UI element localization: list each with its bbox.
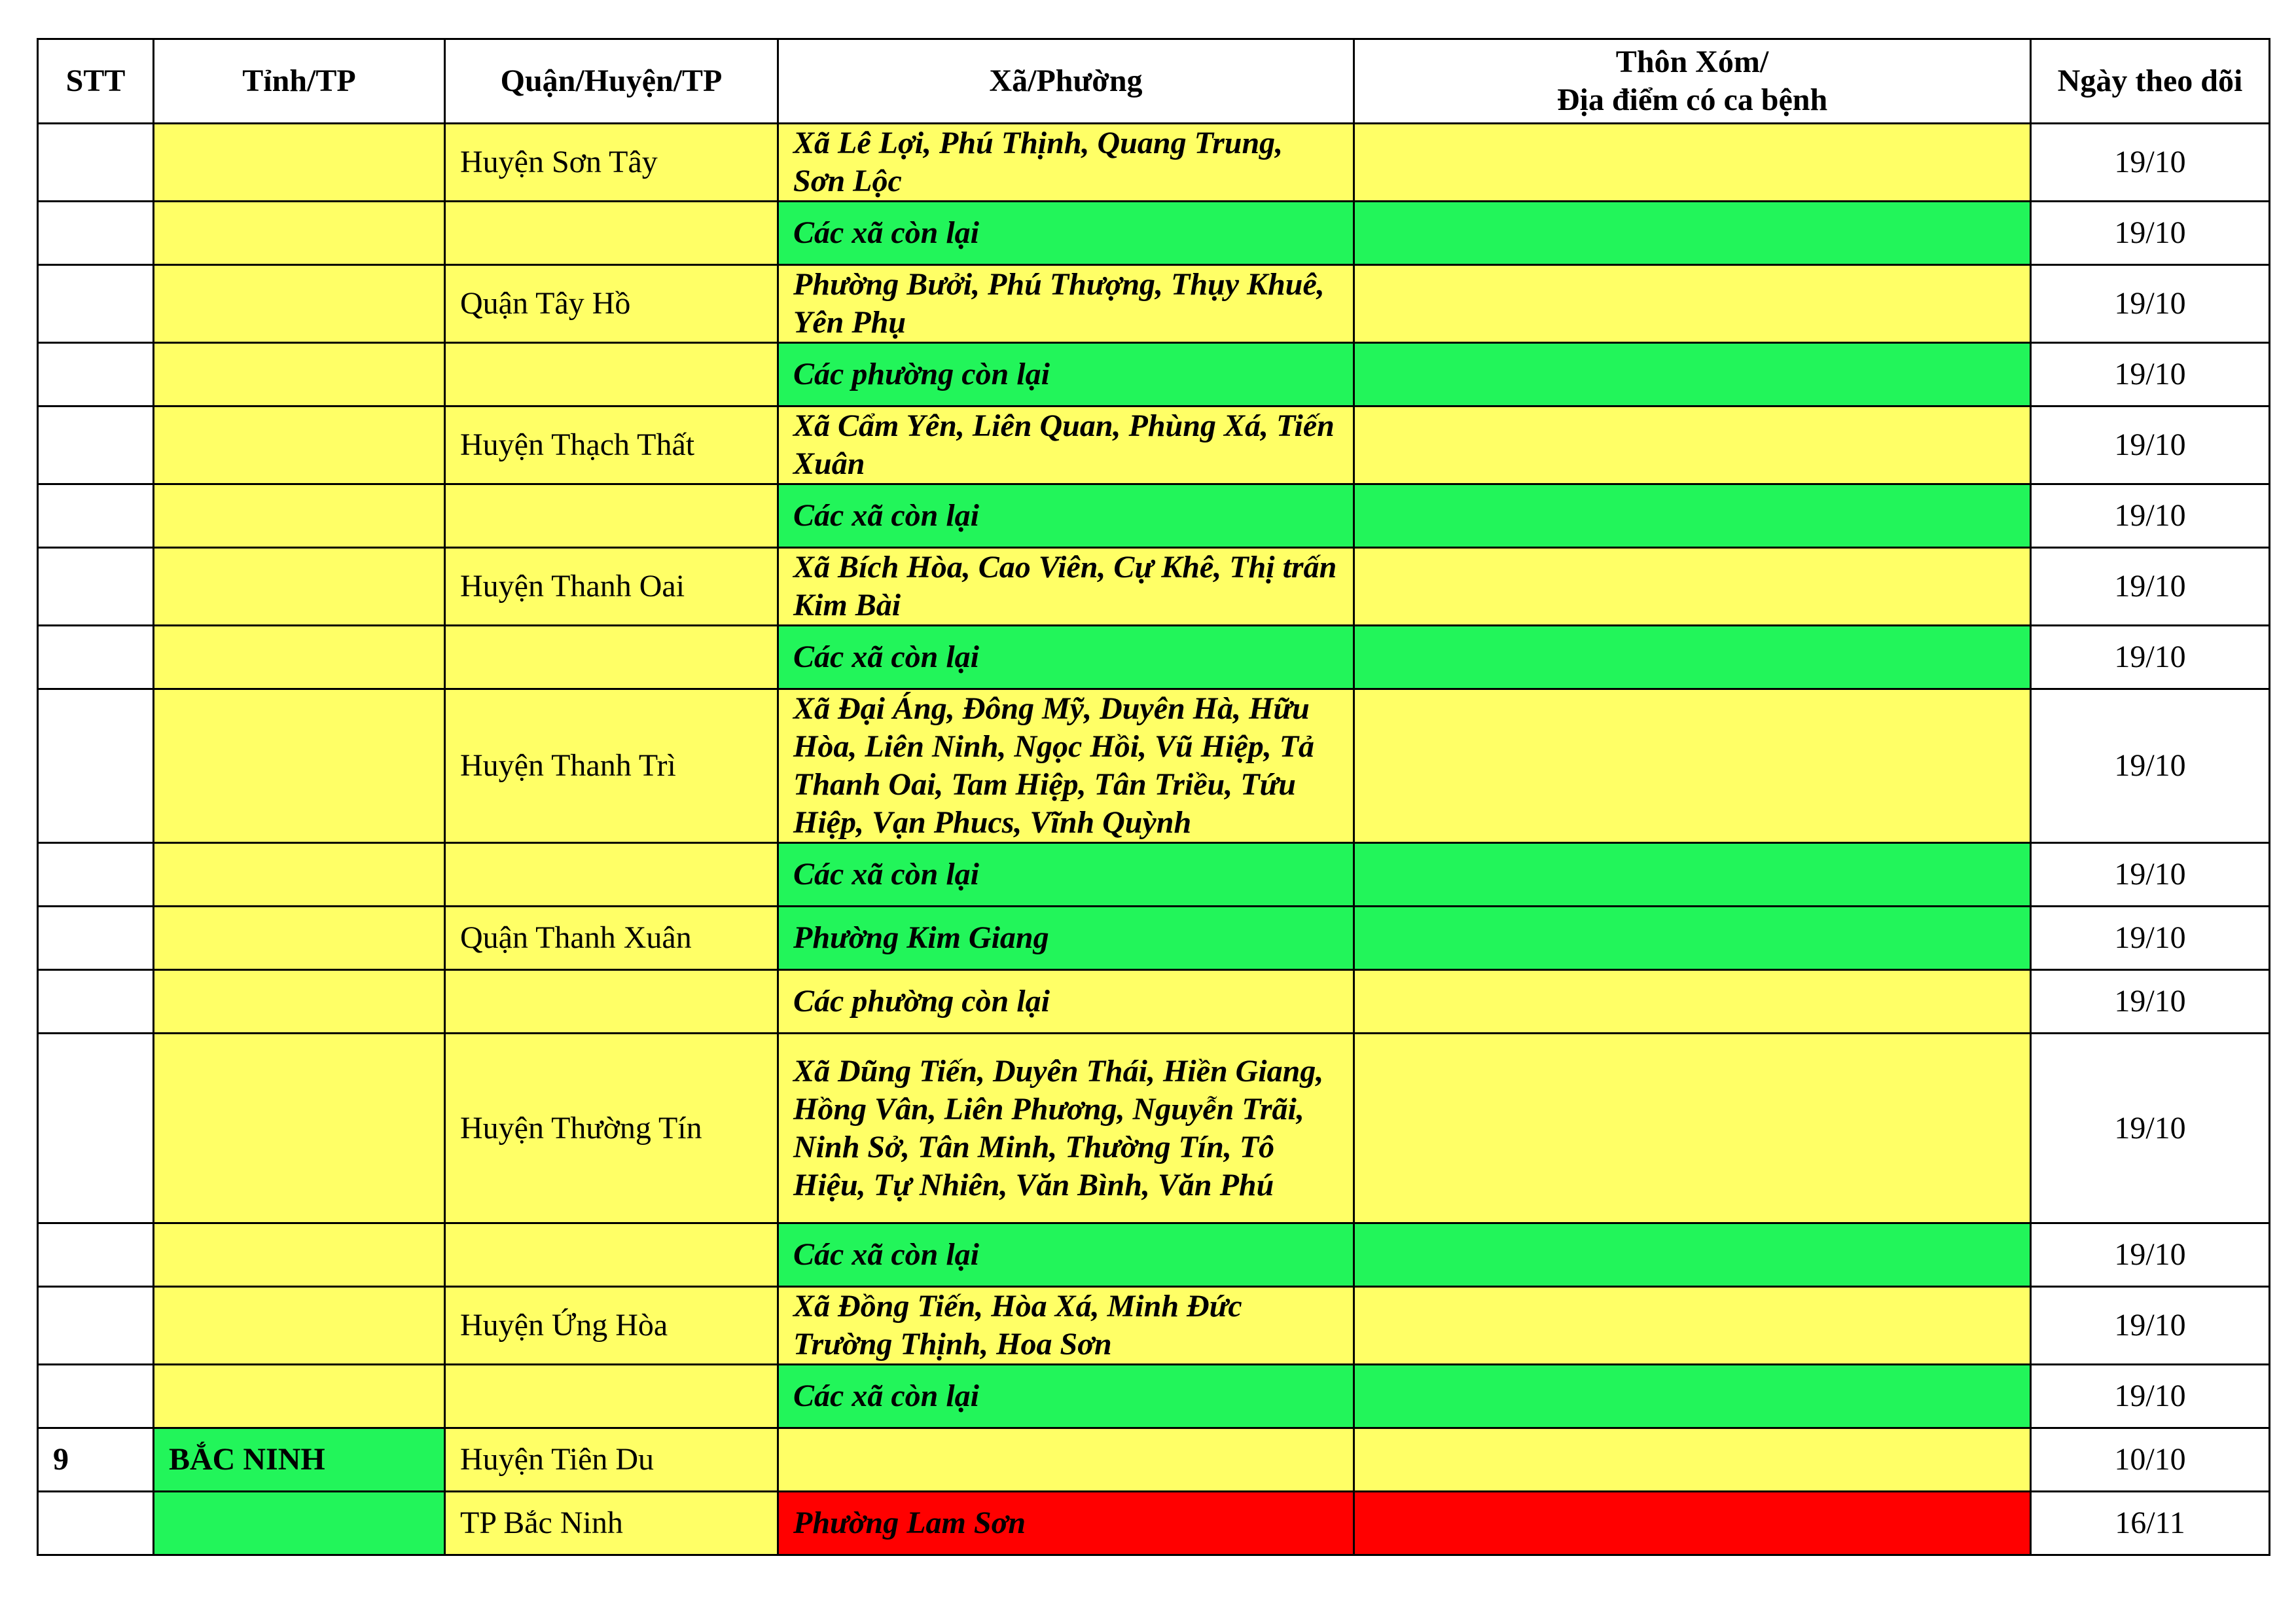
date-cell: 19/10 — [2031, 1365, 2270, 1428]
district-cell: Huyện Thanh Trì — [445, 689, 778, 843]
table-body — [38, 124, 2270, 1555]
district-cell: Huyện Tiên Du — [445, 1428, 778, 1492]
district-cell: TP Bắc Ninh — [445, 1492, 778, 1555]
table-row — [38, 484, 2270, 548]
province-cell — [154, 202, 445, 265]
table-row — [38, 843, 2270, 907]
table-row — [38, 1365, 2270, 1428]
district-cell — [445, 970, 778, 1034]
location-cell — [1354, 626, 2031, 689]
province-cell: BẮC NINH — [154, 1428, 445, 1492]
header-date: Ngày theo dõi — [2031, 39, 2270, 124]
stt-cell — [38, 265, 154, 343]
district-cell: Huyện Ứng Hòa — [445, 1287, 778, 1365]
ward-cell: Phường Bưởi, Phú Thượng, Thụy Khuê, Yên Phụ — [778, 265, 1354, 343]
table-row — [38, 1287, 2270, 1365]
date-cell: 19/10 — [2031, 265, 2270, 343]
location-cell — [1354, 548, 2031, 626]
stt-cell — [38, 343, 154, 406]
ward-cell: Xã Lê Lợi, Phú Thịnh, Quang Trung, Sơn Lộc — [778, 124, 1354, 202]
district-cell — [445, 202, 778, 265]
location-cell — [1354, 343, 2031, 406]
date-cell: 19/10 — [2031, 484, 2270, 548]
district-cell — [445, 843, 778, 907]
table-row — [38, 1034, 2270, 1223]
province-cell — [154, 626, 445, 689]
ward-cell: Xã Cẩm Yên, Liên Quan, Phùng Xá, Tiến Xuân — [778, 406, 1354, 484]
ward-cell: Xã Dũng Tiến, Duyên Thái, Hiền Giang, Hồng Vân, Liên Phương, Nguyễn Trãi, Ninh Sở, Tân Minh, Thường Tín, Tô Hiệu, Tự Nhiên, Văn Bình, Văn Phú — [778, 1034, 1354, 1223]
location-cell — [1354, 1223, 2031, 1287]
header-location — [1354, 39, 2031, 124]
ward-cell: Các xã còn lại — [778, 843, 1354, 907]
header-stt: STT — [38, 39, 154, 124]
ward-cell: Các xã còn lại — [778, 1365, 1354, 1428]
table-row — [38, 907, 2270, 970]
date-cell: 19/10 — [2031, 406, 2270, 484]
district-cell: Huyện Thạch Thất — [445, 406, 778, 484]
location-cell — [1354, 484, 2031, 548]
province-cell — [154, 265, 445, 343]
ward-cell: Các xã còn lại — [778, 202, 1354, 265]
district-cell — [445, 484, 778, 548]
table-row — [38, 548, 2270, 626]
location-cell — [1354, 202, 2031, 265]
stt-cell: 9 — [38, 1428, 154, 1492]
ward-cell — [778, 1428, 1354, 1492]
district-cell: Huyện Sơn Tây — [445, 124, 778, 202]
table-row — [38, 343, 2270, 406]
province-cell — [154, 1034, 445, 1223]
date-cell: 19/10 — [2031, 1287, 2270, 1365]
table-row — [38, 1492, 2270, 1555]
stt-cell — [38, 406, 154, 484]
district-cell — [445, 343, 778, 406]
ward-cell: Các phường còn lại — [778, 343, 1354, 406]
location-cell — [1354, 1365, 2031, 1428]
district-cell — [445, 1223, 778, 1287]
province-cell — [154, 406, 445, 484]
ward-cell: Xã Bích Hòa, Cao Viên, Cự Khê, Thị trấn Kim Bài — [778, 548, 1354, 626]
date-cell: 19/10 — [2031, 202, 2270, 265]
stt-cell — [38, 202, 154, 265]
date-cell: 19/10 — [2031, 689, 2270, 843]
province-cell — [154, 970, 445, 1034]
location-cell — [1354, 1428, 2031, 1492]
date-cell: 19/10 — [2031, 626, 2270, 689]
date-cell: 19/10 — [2031, 1034, 2270, 1223]
ward-cell: Các phường còn lại — [778, 970, 1354, 1034]
date-cell: 19/10 — [2031, 907, 2270, 970]
stt-cell — [38, 1287, 154, 1365]
stt-cell — [38, 689, 154, 843]
stt-cell — [38, 1365, 154, 1428]
province-cell — [154, 124, 445, 202]
district-cell: Quận Thanh Xuân — [445, 907, 778, 970]
table-row — [38, 689, 2270, 843]
location-cell — [1354, 843, 2031, 907]
stt-cell — [38, 626, 154, 689]
province-cell — [154, 484, 445, 548]
date-cell: 19/10 — [2031, 124, 2270, 202]
date-cell: 10/10 — [2031, 1428, 2270, 1492]
stt-cell — [38, 548, 154, 626]
location-cell — [1354, 970, 2031, 1034]
table-row — [38, 202, 2270, 265]
stt-cell — [38, 1492, 154, 1555]
stt-cell — [38, 124, 154, 202]
header-province: Tỉnh/TP — [154, 39, 445, 124]
header-district: Quận/Huyện/TP — [445, 39, 778, 124]
date-cell: 19/10 — [2031, 843, 2270, 907]
table-row — [38, 265, 2270, 343]
province-cell — [154, 843, 445, 907]
table-row — [38, 626, 2270, 689]
ward-cell: Phường Kim Giang — [778, 907, 1354, 970]
ward-cell: Các xã còn lại — [778, 1223, 1354, 1287]
location-cell — [1354, 1287, 2031, 1365]
location-cell — [1354, 1034, 2031, 1223]
location-cell — [1354, 689, 2031, 843]
stt-cell — [38, 484, 154, 548]
ward-cell: Các xã còn lại — [778, 626, 1354, 689]
district-cell — [445, 626, 778, 689]
province-cell — [154, 1492, 445, 1555]
stt-cell — [38, 970, 154, 1034]
district-cell — [445, 1365, 778, 1428]
stt-cell — [38, 1223, 154, 1287]
date-cell: 19/10 — [2031, 548, 2270, 626]
district-cell: Huyện Thường Tín — [445, 1034, 778, 1223]
ward-cell: Xã Đồng Tiến, Hòa Xá, Minh Đức Trường Thịnh, Hoa Sơn — [778, 1287, 1354, 1365]
table-row — [38, 406, 2270, 484]
date-cell: 19/10 — [2031, 343, 2270, 406]
district-cell: Quận Tây Hồ — [445, 265, 778, 343]
table-header-row — [38, 39, 2270, 124]
location-cell — [1354, 265, 2031, 343]
date-cell: 19/10 — [2031, 1223, 2270, 1287]
province-cell — [154, 907, 445, 970]
location-cell — [1354, 124, 2031, 202]
table-row — [38, 970, 2270, 1034]
province-cell — [154, 548, 445, 626]
ward-cell: Các xã còn lại — [778, 484, 1354, 548]
date-cell: 16/11 — [2031, 1492, 2270, 1555]
table-row — [38, 1428, 2270, 1492]
outbreak-table — [37, 38, 2270, 1556]
ward-cell: Phường Lam Sơn — [778, 1492, 1354, 1555]
stt-cell — [38, 843, 154, 907]
header-ward: Xã/Phường — [778, 39, 1354, 124]
location-cell — [1354, 907, 2031, 970]
location-cell — [1354, 406, 2031, 484]
province-cell — [154, 1223, 445, 1287]
district-cell: Huyện Thanh Oai — [445, 548, 778, 626]
header-location-line2: Địa điểm có ca bệnh — [1556, 82, 1828, 117]
stt-cell — [38, 1034, 154, 1223]
province-cell — [154, 689, 445, 843]
province-cell — [154, 1287, 445, 1365]
date-cell: 19/10 — [2031, 970, 2270, 1034]
ward-cell: Xã Đại Áng, Đông Mỹ, Duyên Hà, Hữu Hòa, Liên Ninh, Ngọc Hồi, Vũ Hiệp, Tả Thanh Oai, Tam Hiệp, Tân Triều, Tứu Hiệp, Vạn Phucs, Vĩnh Quỳnh — [778, 689, 1354, 843]
table-row — [38, 124, 2270, 202]
province-cell — [154, 1365, 445, 1428]
header-location-line1: Thôn Xóm/ — [1615, 45, 1769, 79]
location-cell — [1354, 1492, 2031, 1555]
province-cell — [154, 343, 445, 406]
table-row — [38, 1223, 2270, 1287]
stt-cell — [38, 907, 154, 970]
